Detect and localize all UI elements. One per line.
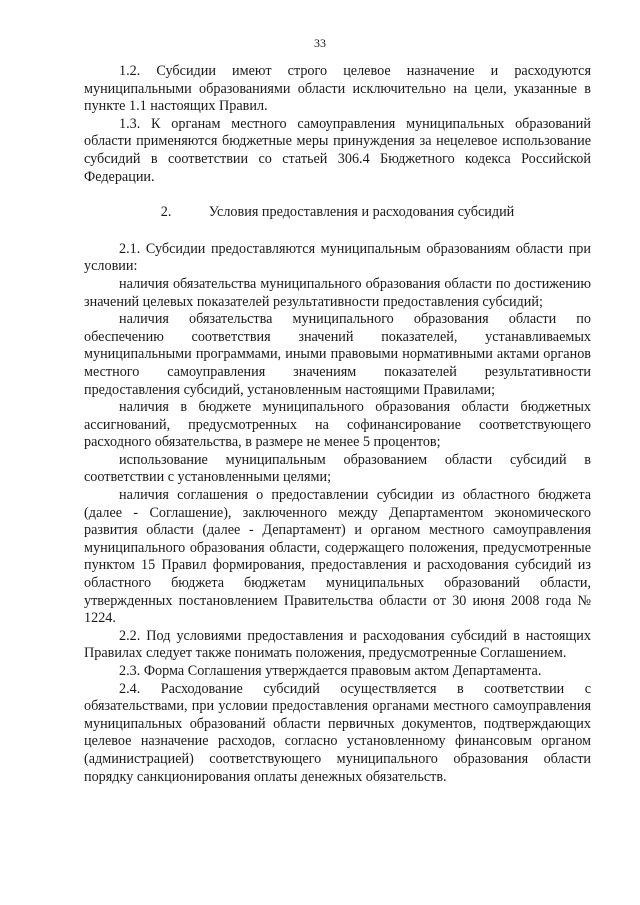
- section-title: Условия предоставления и расходования субсидий: [208, 204, 515, 221]
- condition-item: наличия соглашения о предоставлении субсидии из областного бюджета (далее - Соглашение), заключенного между Департаментом экономического развития области (далее - Департамент) и органом местного самоуправления муниципального образования области, содержащего положения, предусмотренные пунктом 15 Правил формирования, предоставления и расходования субсидий из областного бюджета бюджетам муниципальных образований области, утвержденных постановлением Правительства области от 30 июня 2008 года № 1224.: [84, 487, 591, 627]
- page-number: 33: [314, 36, 326, 50]
- condition-item: использование муниципальным образованием области субсидий в соответствии с установленными целями;: [84, 451, 591, 486]
- paragraph-1-3: 1.3. К органам местного самоуправления муниципальных образований области применяются бюджетные меры принуждения за нецелевое использование субсидий в соответствии со статьей 306.4 Бюджетного кодекса Российской Федерации.: [84, 115, 591, 185]
- document-body: [84, 63, 591, 786]
- section-number: 2.: [160, 204, 172, 221]
- condition-item: наличия в бюджете муниципального образования области бюджетных ассигнований, предусмотренных на софинансирование соответствующего расходного обязательства, в размере не менее 5 процентов;: [84, 399, 591, 451]
- paragraph-2-2: 2.2. Под условиями предоставления и расходования субсидий в настоящих Правилах следует также понимать положения, предусмотренные Соглашением.: [84, 627, 591, 662]
- condition-item: наличия обязательства муниципального образования области по обеспечению соответствия значений показателей, устанавливаемых муниципальными программами, иными правовыми нормативными актами органов местного самоуправления значениям показателей результативности предоставления субсидий, установленным настоящими Правилами;: [84, 311, 591, 398]
- section-heading: [84, 204, 591, 222]
- paragraph-1-2: 1.2. Субсидии имеют строго целевое назначение и расходуются муниципальными образованиями области исключительно на цели, указанные в пункте 1.1 настоящих Правил.: [84, 63, 591, 115]
- condition-item: наличия обязательства муниципального образования области по достижению значений целевых показателей результативности предоставления субсидий;: [84, 275, 591, 310]
- paragraph-2-1: 2.1. Субсидии предоставляются муниципальным образованиям области при условии:: [84, 240, 591, 275]
- paragraph-2-3: 2.3. Форма Соглашения утверждается правовым актом Департамента.: [119, 663, 542, 679]
- paragraph-2-4: 2.4. Расходование субсидий осуществляется в соответствии с обязательствами, при условии предоставления органами местного самоуправления муниципальных образований области первичных документов, подтверждающих целевое назначение расходов, согласно установленному финансовым органом (администрацией) соответствующего муниципального образования области порядку санкционирования оплаты денежных обязательств.: [84, 680, 591, 785]
